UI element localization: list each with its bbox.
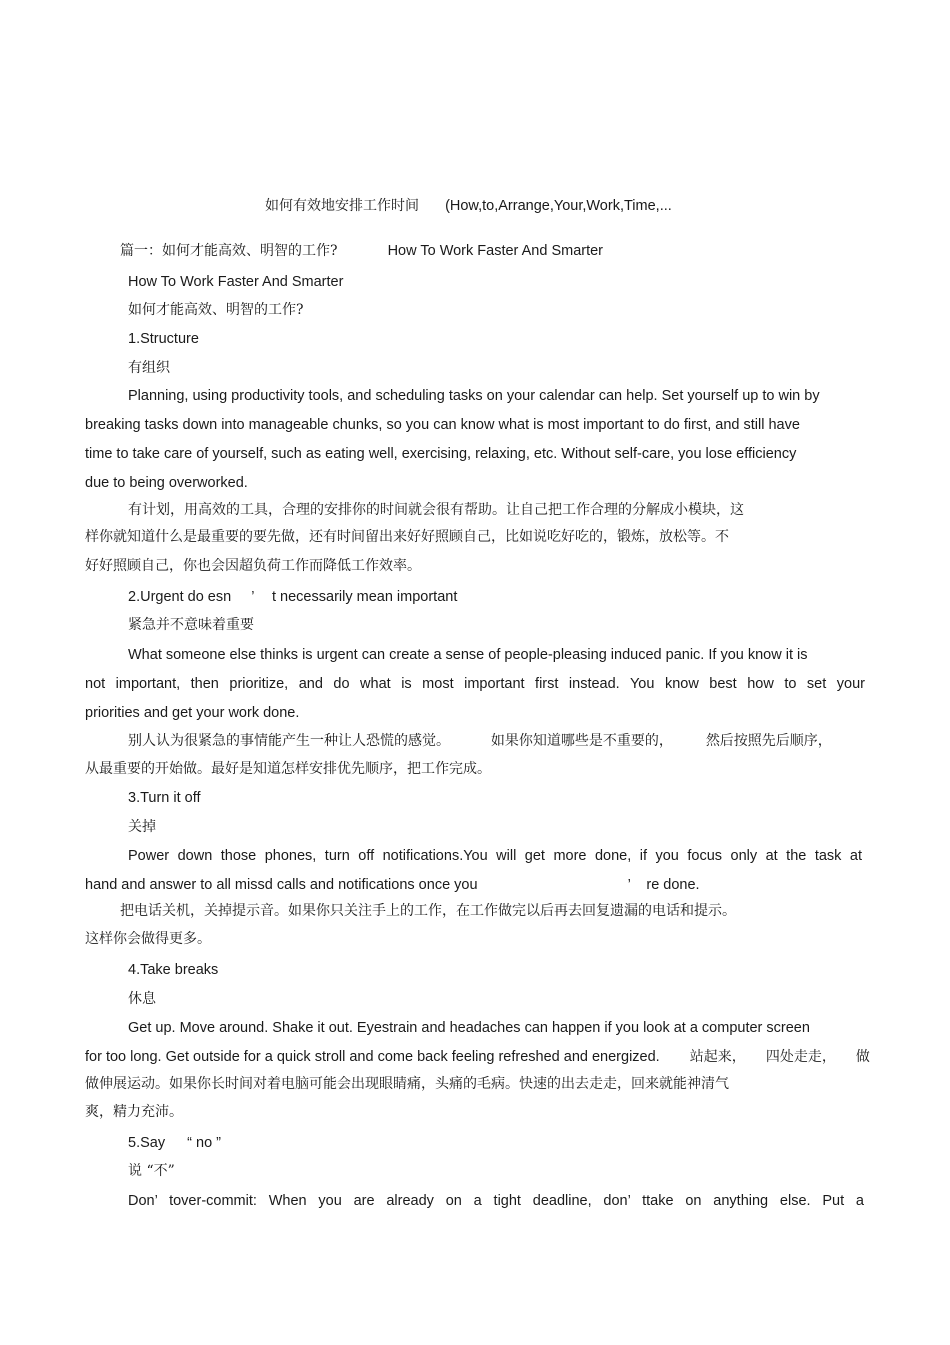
section-4-zh-a: 站起来，: [689, 1049, 746, 1065]
section-4-zh-c: 做: [855, 1049, 870, 1065]
section-5-title-b: “ no ”: [187, 1135, 221, 1151]
section-2-zh-b: 如果你知道哪些是不重要的，: [490, 733, 673, 749]
section-2-title-zh: 紧急并不意味着重要: [128, 617, 254, 633]
section-3-en-line-2: [85, 875, 700, 895]
section-3-zh-line-2: 这样你会做得更多。: [85, 931, 211, 947]
section-4-zh-b: 四处走走，: [765, 1049, 836, 1065]
section-2-title-apostrophe: ’: [251, 589, 254, 605]
section-2-zh-line-1: [128, 731, 832, 751]
heading-zh: 如何才能高效、明智的工作?: [128, 302, 304, 318]
section-1-zh-line-1: 有计划，用高效的工具，合理的安排你的时间就会很有帮助。让自己把工作合理的分解成小模块，这: [128, 502, 744, 518]
section-3-title-zh: 关掉: [128, 819, 156, 835]
section-3-zh-line-1: 把电话关机，关掉提示音。如果你只关注手上的工作，在工作做完以后再去回复遗漏的电话和提示。: [120, 903, 736, 919]
chapter-heading: [120, 241, 603, 261]
section-4-zh-line-2: 做伸展运动。如果你长时间对着电脑可能会出现眼睛痛，头痛的毛病。快速的出去走走，回来就能神清气: [85, 1076, 729, 1092]
section-1-en-line-1: Planning, using productivity tools, and scheduling tasks on your calendar can help. Set yourself up to win by: [128, 388, 820, 404]
section-2-zh-c: 然后按照先后顺序，: [705, 733, 832, 749]
section-5-en-line-1: Don’ tover-commit: When you are already on a tight deadline, don’ ttake on anything else. Put a: [128, 1193, 864, 1209]
section-3-title: 3.Turn it off: [128, 790, 201, 806]
section-2-zh-a: 别人认为很紧急的事情能产生一种让人恐慌的感觉。: [128, 733, 450, 749]
chapter-zh: 篇一：如何才能高效、明智的工作?: [120, 243, 338, 259]
section-4-en-line-1: Get up. Move around. Shake it out. Eyestrain and headaches can happen if you look at a computer screen: [128, 1020, 810, 1036]
section-1-zh-line-3: 好好照顾自己，你也会因超负荷工作而降低工作效率。: [85, 558, 421, 574]
heading-en: How To Work Faster And Smarter: [128, 274, 344, 290]
chapter-en: How To Work Faster And Smarter: [387, 243, 604, 259]
section-2-zh-line-2: 从最重要的开始做。最好是知道怎样安排优先顺序，把工作完成。: [85, 761, 491, 777]
section-2-en-line-3: priorities and get your work done.: [85, 705, 300, 721]
section-1-title: 1.Structure: [128, 331, 199, 347]
title-zh: 如何有效地安排工作时间: [265, 198, 419, 214]
section-3-en-2b: ’: [627, 877, 631, 893]
section-2-title-a: 2.Urgent do esn: [128, 589, 232, 605]
section-1-en-line-4: due to being overworked.: [85, 475, 248, 491]
section-4-en-2: for too long. Get outside for a quick stroll and come back feeling refreshed and energized.: [85, 1049, 660, 1065]
section-3-en-line-1: Power down those phones, turn off notifications.You will get more done, if you focus only at the task at: [128, 848, 862, 864]
section-5-title: [128, 1133, 221, 1153]
document-title: [265, 196, 672, 216]
title-en: (How,to,Arrange,Your,Work,Time,...: [445, 198, 672, 214]
section-2-en-line-2: not important, then prioritize, and do what is most important first instead. You know best how to set your: [85, 676, 865, 692]
section-4-en-line-2: [85, 1047, 870, 1067]
section-3-en-2a: hand and answer to all missd calls and notifications once you: [85, 877, 478, 893]
section-1-en-line-2: breaking tasks down into manageable chunks, so you can know what is most important to do first, and still have: [85, 417, 800, 433]
section-4-zh-line-3: 爽，精力充沛。: [85, 1104, 183, 1120]
section-2-en-line-1: What someone else thinks is urgent can create a sense of people-pleasing induced panic. If you know it is: [128, 647, 808, 663]
section-2-title-c: t necessarily mean important: [272, 589, 458, 605]
section-4-title-zh: 休息: [128, 991, 156, 1007]
section-5-title-a: 5.Say: [128, 1135, 166, 1151]
section-5-title-zh: 说 “不”: [128, 1163, 175, 1179]
section-1-zh-line-2: 样你就知道什么是最重要的要先做，还有时间留出来好好照顾自己，比如说吃好吃的，锻炼，放松等。不: [85, 529, 729, 545]
section-4-title: 4.Take breaks: [128, 962, 219, 978]
section-2-title: [128, 587, 457, 607]
section-1-title-zh: 有组织: [128, 360, 170, 376]
section-3-en-2c: re done.: [646, 877, 700, 893]
section-1-en-line-3: time to take care of yourself, such as eating well, exercising, relaxing, etc. Without self-care, you lose efficiency: [85, 446, 797, 462]
